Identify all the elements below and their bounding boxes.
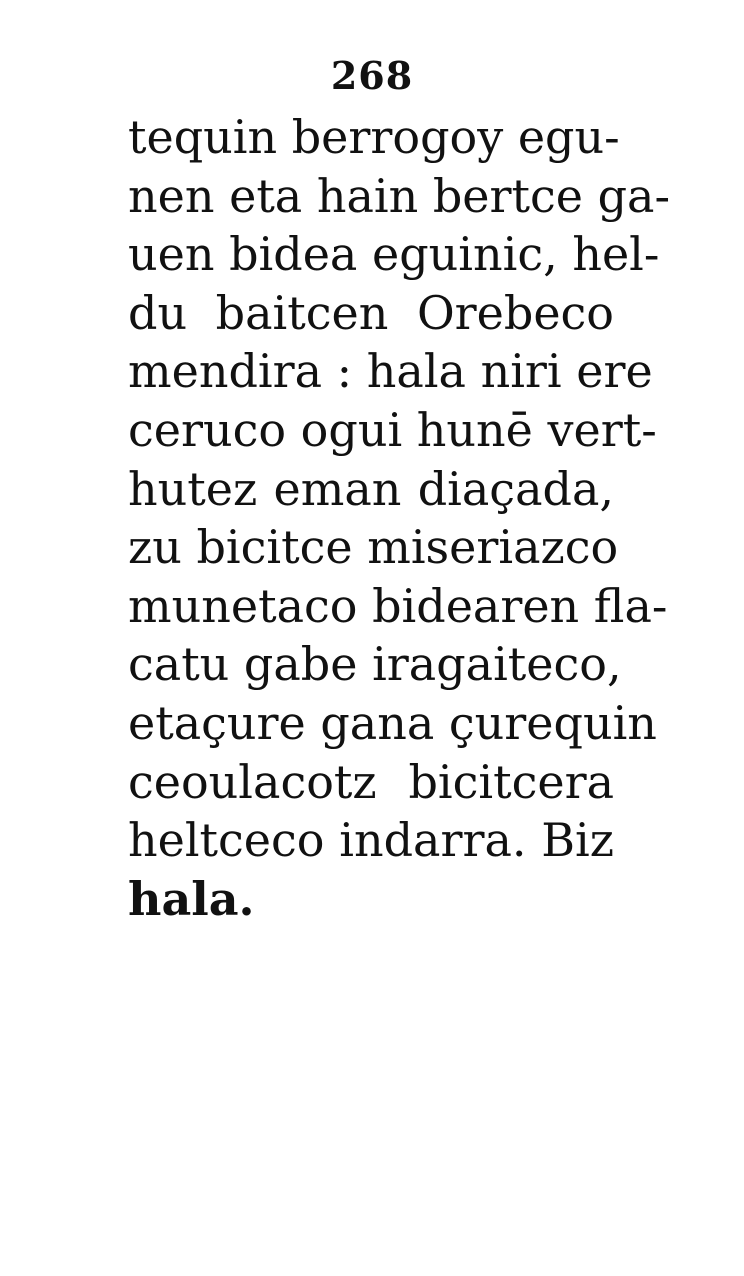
text-line: uen bidea eguinic, hel- <box>128 227 660 282</box>
text-line: munetaco bidearen fla- <box>128 578 668 633</box>
text-line: hala. <box>128 871 255 926</box>
text-line: tequin berrogoy egu- <box>128 110 620 164</box>
body-text <box>128 108 671 928</box>
text-line: ceruco ogui hunē vert- <box>128 402 657 457</box>
text-line: etaçure gana çurequin <box>128 695 657 750</box>
text-line: heltceco indarra. Biz <box>128 813 614 868</box>
text-line: catu gabe iragaiteco, <box>128 637 622 692</box>
text-line: hutez eman diaçada, <box>128 461 614 516</box>
text-line: zu bicitce miseriazco <box>128 520 619 575</box>
text-line: du baitcen Orebeco <box>128 285 614 340</box>
page-number: 268 <box>330 53 414 98</box>
text-line: ceoulacotz bicitcera <box>128 754 614 809</box>
text-line: nen eta hain bertce ga- <box>128 168 671 223</box>
text-line: mendira : hala niri ere <box>128 344 653 399</box>
